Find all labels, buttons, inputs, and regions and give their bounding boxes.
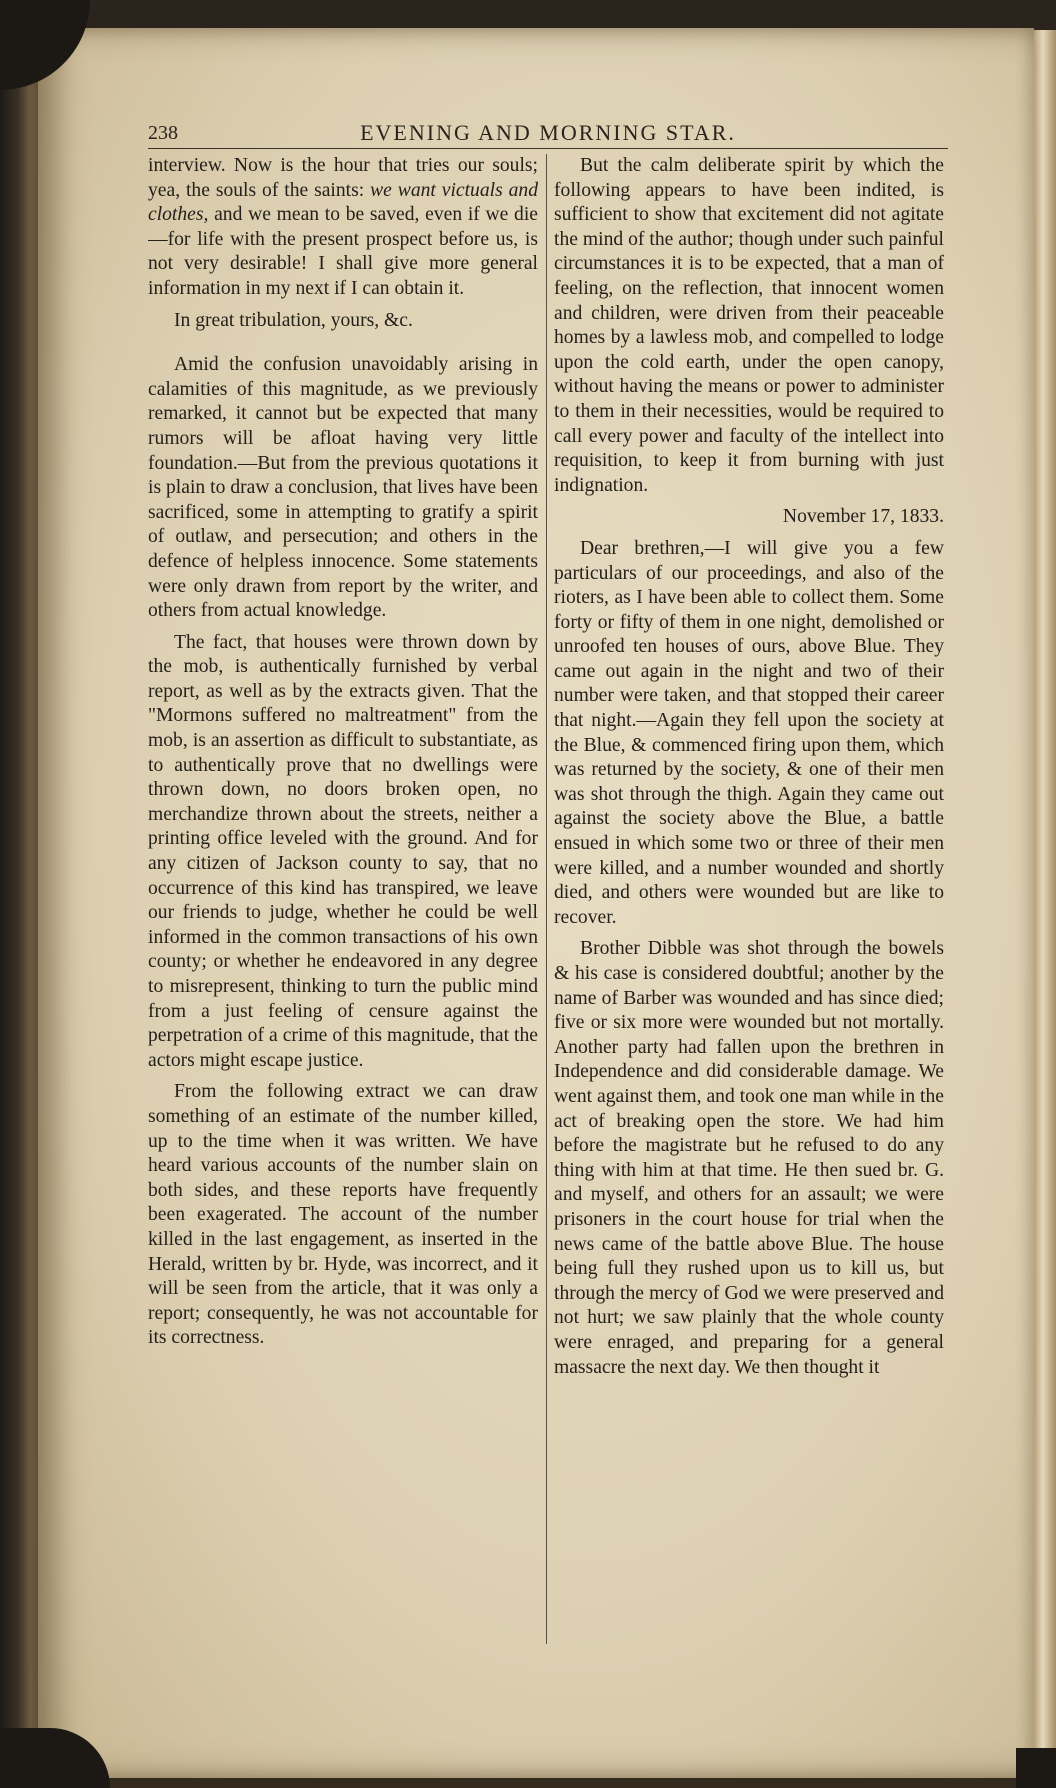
next-page-edge	[1034, 30, 1056, 1770]
letter-signoff: In great tribulation, yours, &c.	[174, 309, 413, 331]
letter-dateline: November 17, 1833.	[782, 506, 944, 528]
left-column	[148, 154, 538, 1644]
book-corner-bottom-right	[1016, 1748, 1056, 1788]
running-head-title: EVENING AND MORNING STAR.	[360, 120, 736, 145]
left-paragraph-1	[148, 154, 538, 302]
left-paragraph-2: Amid the confusion unavoidably arising in calamities of this magnitude, as we previously remarked, it cannot but be expected that many rumors will be afloat having very little foundation.—But from the previous quotations it is plain to draw a conclusion, that lives have been sacrificed, some in attempting to gratify a spirit of outlaw, and persecution; and others in the defence of helpless innocence. Some statements were only drawn from report by the writer, and others from actual knowledge.	[148, 354, 538, 622]
page-number: 238	[148, 122, 178, 144]
right-paragraph-1: But the calm deliberate spirit by which the following appears to have been indited, is sufficient to show that excitement did not agitate the mind of the author; though under such painful circumstances it is to be expected, that a man of feeling, on the reflection, that innocent women and children, were driven from their peaceable homes by a lawless mob, and compelled to lodge upon the cold earth, under the open canopy, without having the means or power to administer to them in their necessities, would be required to call every power and faculty of the intellect into requisition, to keep it from burning with just indignation.	[554, 155, 944, 496]
column-divider	[546, 154, 547, 1644]
right-paragraph-2: Dear brethren,—I will give you a few particulars of our proceedings, and also of the rioters, as I have been able to collect them. Some forty or fifty of them in one night, demolished or unroofed ten houses of ours, above Blue. They came out again in the night and two of their number were taken, and that stopped their career that night.—Again they fell upon the society at the Blue, & commenced firing upon them, which was returned by the society, & one of their men was shot through the thigh. Again they came out against the society above the Blue, a battle ensued in which some two or three of their men were killed, and a number wounded and shortly died, and others were wounded but are like to recover.	[554, 537, 944, 928]
page-header	[148, 118, 948, 149]
right-paragraph-3: Brother Dibble was shot through the bowels & his case is considered doubtful; another by the name of Barber was wounded and has since died; five or six more were wounded but not mortally. Another party had fallen upon the brethren in Independence and did considerable damage. We went against them, and took one man while in the act of breaking open the store. We had him before the magistrate but he refused to do any thing with him at that time. He then sued br. G. and myself, and others for an assault; we were prisoners in the court house for trial when the news came of the battle above Blue. The house being full they rushed upon us to kill us, but through the mercy of God we were preserved and not hurt; we saw plainly that the whole county were enraged, and preparing for a general massacre the next day. We then thought it	[554, 938, 944, 1378]
left-paragraph-4: From the following extract we can draw something of an estimate of the number killed, up to the time when it was written. We have heard various accounts of the number slain on both sides, and these reports have frequently been exagerated. The account of the number killed in the last engagement, as inserted in the Herald, written by br. Hyde, was incorrect, and it will be seen from the article, that it was only a report; consequently, he was not accountable for its correctness.	[148, 1081, 538, 1349]
right-column	[554, 154, 944, 1644]
left-p1-text-b: and we mean to be saved, even if we die—for life with the present prospect before us, is not very desirable! I shall give more general information in my next if I can obtain it.	[148, 204, 538, 299]
left-paragraph-3: The fact, that houses were thrown down by the mob, is authentically furnished by verbal report, as well as by the extracts given. That the "Mormons suffered no maltreatment" from the mob, is an assertion as difficult to substantiate, as to authentically prove that no dwellings were thrown down, no doors broken open, no merchandize thrown about the streets, neither a printing office leveled with the ground. And for any citizen of Jackson county to say, that no occurrence of this kind has transpired, we leave our friends to judge, whether he could be well informed in the common transactions of his own county; or whether he endeavored in any degree to misrepresent, thinking to turn the public mind from a just feeling of censure against the perpetration of a crime of this magnitude, that the actors might escape justice.	[148, 631, 538, 1071]
left-p1-text-a: interview. Now is the hour that tries our souls; yea, the souls of the saints:	[148, 155, 538, 201]
left-p1-italic: we want victuals and clothes,	[148, 179, 538, 226]
